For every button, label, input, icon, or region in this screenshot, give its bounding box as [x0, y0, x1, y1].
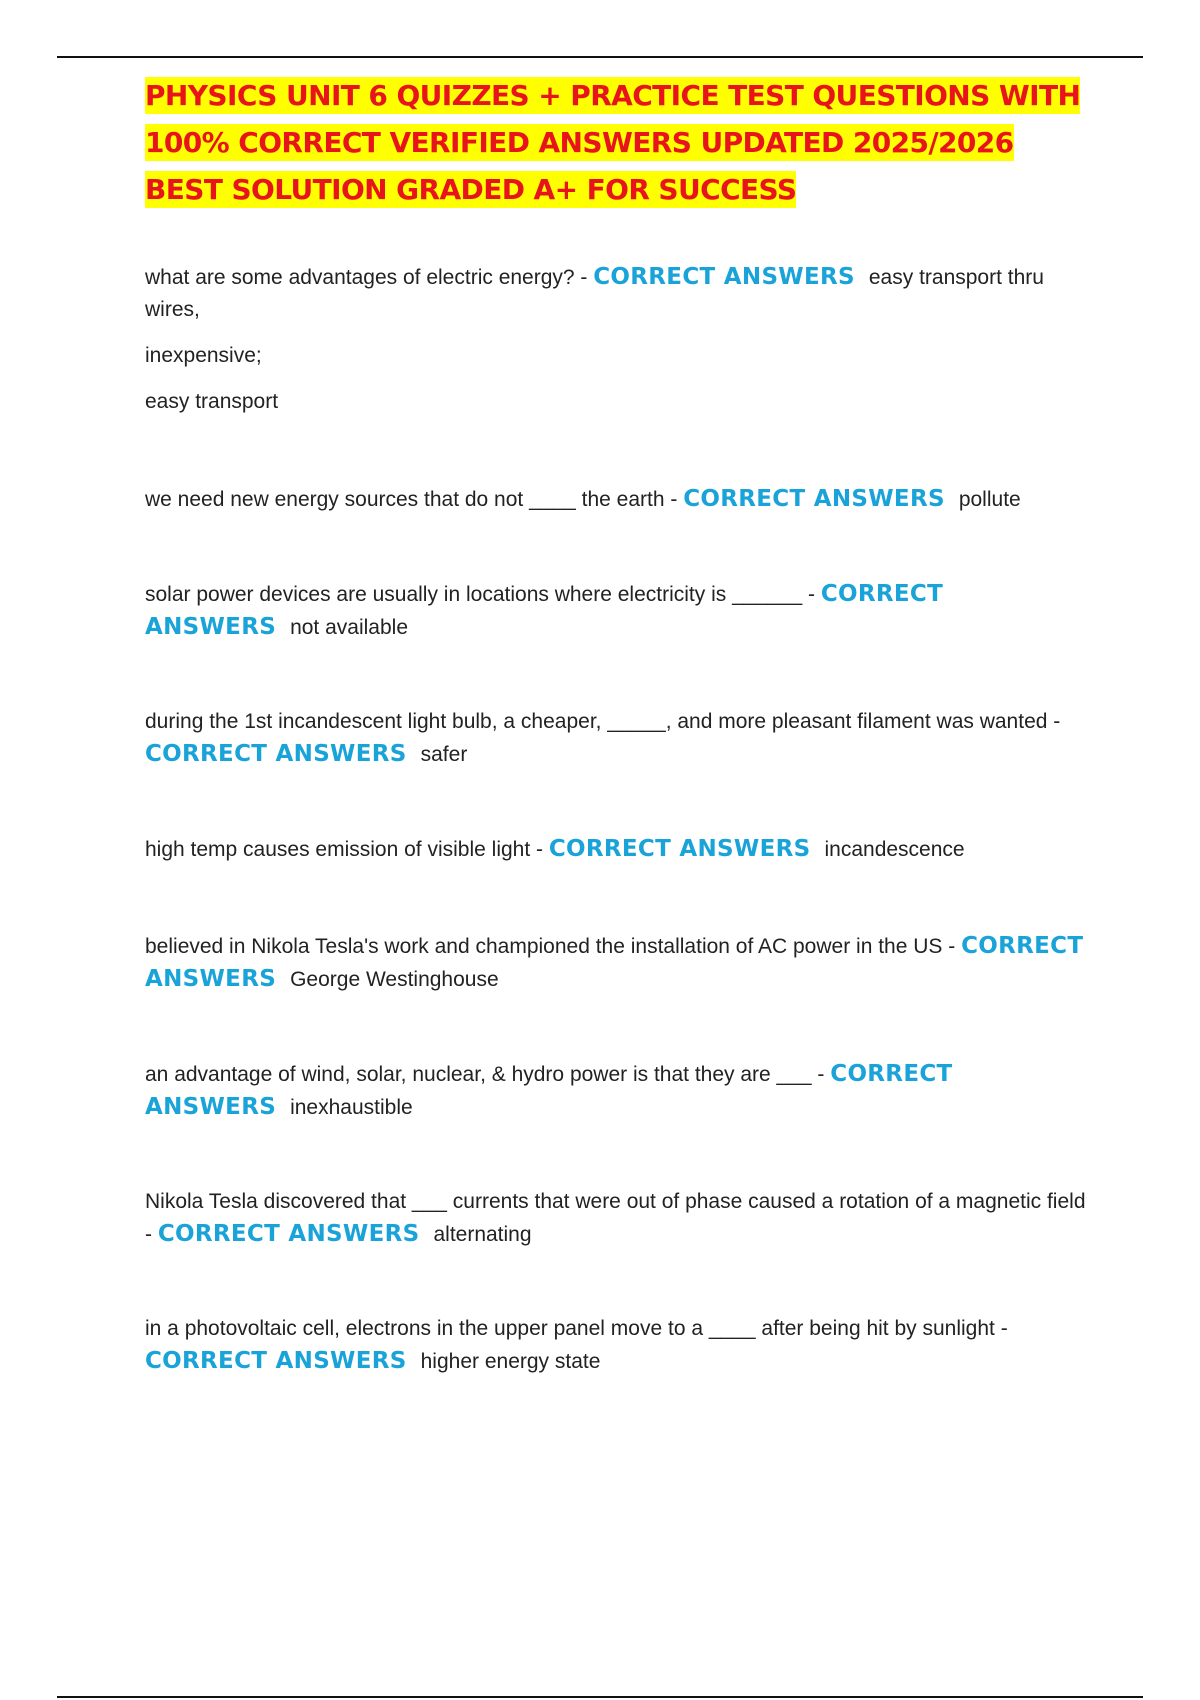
answer-marker: CORRECT ANSWERS: [683, 486, 945, 512]
answer-text: alternating: [433, 1223, 532, 1246]
qa-item-7: [145, 1058, 1095, 1124]
answer-text: higher energy state: [420, 1350, 601, 1373]
document-body: [145, 72, 1095, 1378]
answer-marker: CORRECT ANSWERS: [593, 264, 855, 290]
qa-line: [145, 483, 1095, 516]
answer-text: inexhaustible: [290, 1096, 413, 1119]
question-text: an advantage of wind, solar, nuclear, & hydro power is that they are ___ -: [145, 1063, 825, 1086]
answer-extra-line: easy transport: [145, 390, 279, 413]
title-highlight: PHYSICS UNIT 6 QUIZZES + PRACTICE TEST QUESTIONS WITH 100% CORRECT VERIFIED ANSWERS UPDATED 2025/2026 BEST SOLUTION GRADED A+ FOR SUCCESS: [145, 79, 1081, 206]
answer-text: George Westinghouse: [290, 968, 499, 991]
qa-line: [145, 706, 1095, 771]
answer-marker: CORRECT ANSWERS: [145, 1061, 953, 1120]
qa-line: [145, 833, 1095, 866]
answer-extra-line: inexpensive;: [145, 344, 262, 367]
question-text: during the 1st incandescent light bulb, a cheaper, _____, and more pleasant filament was wanted -: [145, 710, 1061, 733]
qa-item-3: [145, 578, 1095, 644]
answer-text: easy transport thru wires,: [145, 266, 1044, 321]
answer-marker: CORRECT ANSWERS: [145, 581, 944, 640]
qa-item-2: [145, 483, 1095, 516]
qa-item-6: [145, 930, 1095, 996]
answer-marker: CORRECT ANSWERS: [145, 1348, 407, 1374]
answer-text: not available: [290, 616, 408, 639]
qa-line: [145, 261, 1095, 326]
question-text: what are some advantages of electric energy? -: [145, 266, 588, 289]
answer-marker: CORRECT ANSWERS: [145, 741, 407, 767]
answer-marker: CORRECT ANSWERS: [548, 836, 811, 862]
question-text: believed in Nikola Tesla's work and championed the installation of AC power in the US -: [145, 935, 956, 958]
answer-marker: CORRECT ANSWERS: [157, 1221, 420, 1247]
question-text: we need new energy sources that do not ____ the earth -: [145, 488, 678, 511]
question-text: Nikola Tesla discovered that ___ currents that were out of phase caused a rotation of a magnetic field -: [145, 1190, 1086, 1246]
bottom-rule: [57, 1696, 1143, 1698]
qa-line: [145, 1058, 1095, 1124]
question-text: in a photovoltaic cell, electrons in the upper panel move to a ____ after being hit by sunlight -: [145, 1317, 1008, 1340]
qa-line: [145, 930, 1095, 996]
qa-item-9: [145, 1313, 1095, 1378]
qa-line: [145, 578, 1095, 644]
answer-text: pollute: [958, 488, 1021, 511]
qa-line: [145, 1313, 1095, 1378]
qa-item-4: [145, 706, 1095, 771]
qa-item-5: [145, 833, 1095, 866]
qa-item-8: [145, 1186, 1095, 1251]
question-text: high temp causes emission of visible light -: [145, 838, 544, 861]
question-text: solar power devices are usually in locations where electricity is ______ -: [145, 583, 815, 606]
qa-line: [145, 1186, 1095, 1251]
qa-item-1: [145, 261, 1095, 418]
answer-text: safer: [420, 743, 468, 766]
top-rule: [57, 56, 1143, 58]
document-title: [145, 72, 1095, 213]
answer-marker: CORRECT ANSWERS: [145, 933, 1084, 992]
answer-text: incandescence: [824, 838, 965, 861]
